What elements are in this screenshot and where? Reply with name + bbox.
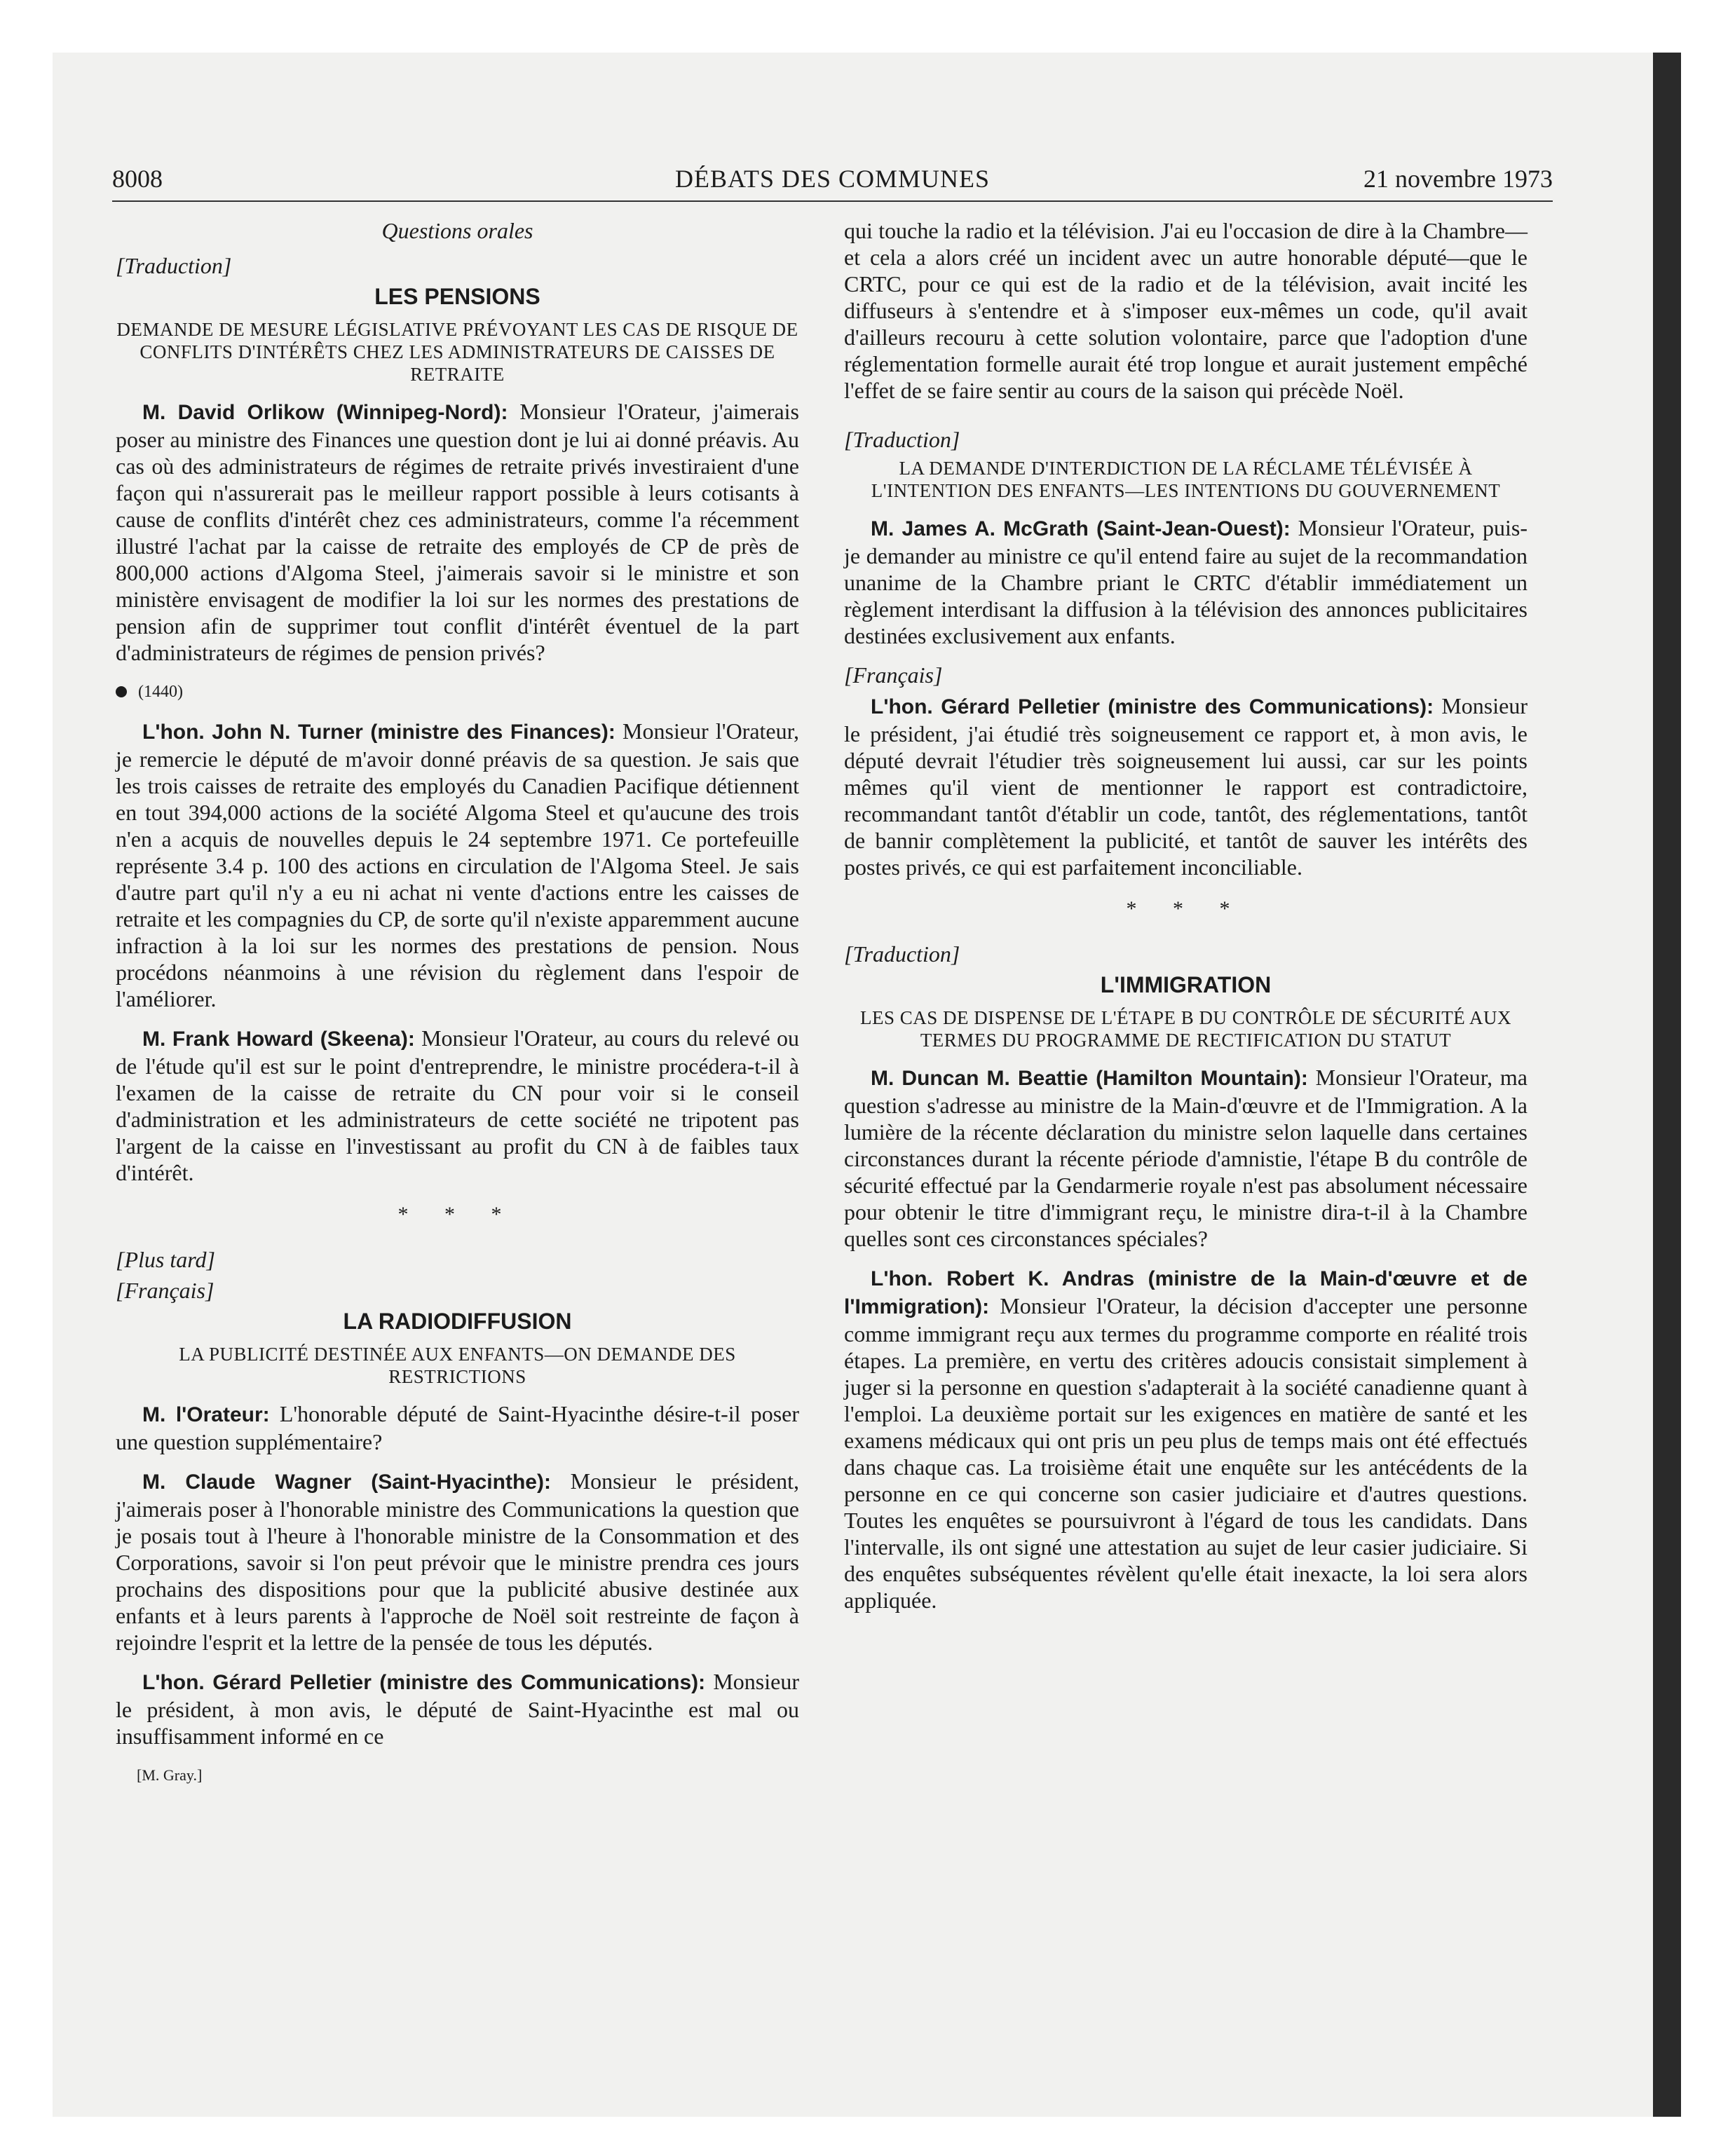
section-separator: * * * [1126, 897, 1246, 920]
language-tag: [Traduction] [844, 941, 960, 967]
speech-text: Monsieur l'Orateur, je remercie le député de m'avoir donné préavis de sa question. Je sais que les trois caisses de retraite des employés du Canadien Pacifique détiennent en tout 394,000 actions de la société Algoma Steel et qu'aucune des trois n'en a acquis de nouvelles depuis le 24 septembre 1971. Ce portefeuille représente 3.4 p. 100 des actions en circulation de l'Algoma Steel. Je sais d'autre part qu'il n'y a eu ni achat ni vente d'actions entre les caisses de retraite et les compagnies du CP, de sorte qu'il n'existe apparemment aucune infraction à la loi sur les normes des prestations de pension. Nous procédons néanmoins à une révision du règlement dans l'espoir de l'améliorer. [116, 718, 800, 1011]
speaker-name: M. Frank Howard (Skeena): [142, 1028, 415, 1051]
left-column [116, 217, 799, 1789]
speech-pelletier-2 [844, 692, 1528, 880]
speaker-name: L'hon. Gérard Pelletier (ministre des Communications): [142, 1671, 706, 1694]
right-column [844, 217, 1528, 1626]
speech-wagner [116, 1468, 799, 1656]
speaker-name: L'hon. Robert K. Andras (ministre de la Main-d'œuvre et de l'Immigration): [844, 1267, 1528, 1318]
speech-text: Monsieur l'Orateur, la décision d'accepter une personne comme immigrant reçu aux termes du programme comporte en réalité trois étapes. La première, en vertu des critères adoucis consistait simplement à juger si la personne en question s'adapterait à la société canadienne quant à l'emploi. La deuxième portait sur les exigences en matière de santé et les examens médicaux qui ont pris un peu plus de temps mais ont été effectués dans chaque cas. La troisième était une enquête sur les antécédents de la personne en ce qui concerne son casier judiciaire et d'autres questions. Toutes les enquêtes se poursuivront à l'égard de tous les candidats. Dans l'intervalle, ils ont signé une attestation au sujet de leur casier judiciaire. Si des enquêtes subséquentes révèlent qu'elle était inexacte, la loi sera alors appliquée. [844, 1293, 1528, 1613]
speech-turner [116, 718, 799, 1012]
heading-immigration: L'IMMIGRATION [1100, 972, 1272, 997]
page-number: 8008 [112, 165, 163, 193]
section-title: Questions orales [381, 218, 533, 243]
subheading-reclame: LA DEMANDE D'INTERDICTION DE LA RÉCLAME TÉLÉVISÉE À L'INTENTION DES ENFANTS—LES INTENTIONS DU GOUVERNEMENT [871, 458, 1501, 501]
speech-text: Monsieur le président, j'aimerais poser à l'honorable ministre des Communications la question que je posais tout à l'heure à l'honorable ministre de la Consommation et des Corporations, savoir si l'on peut prévoir que le ministre prendra ces jours prochains des dispositions pour que la publicité abusive destinée aux enfants et à leurs parents à l'approche de Noël soit restreinte de façon à rejoindre l'esprit et la lettre de la pensée de tous les députés. [116, 1468, 800, 1655]
speaker-name: L'hon. Gérard Pelletier (ministre des Communications): [871, 695, 1434, 718]
speech-mcgrath [844, 514, 1528, 649]
publication-title: DÉBATS DES COMMUNES [674, 165, 991, 193]
subheading-pensions: DEMANDE DE MESURE LÉGISLATIVE PRÉVOYANT LES CAS DE RISQUE DE CONFLITS D'INTÉRÊTS CHEZ LES ADMINISTRATEURS DE CAISSES DE RETRAITE [116, 319, 798, 385]
footer-note: [M. Gray.] [137, 1766, 203, 1784]
speaker-name: M. l'Orateur: [142, 1403, 270, 1426]
speech-beattie [844, 1064, 1528, 1252]
language-tag: [Traduction] [116, 253, 232, 278]
time-stamp: (1440) [138, 683, 183, 701]
heading-pensions: LES PENSIONS [374, 284, 540, 309]
publication-date: 21 novembre 1973 [1363, 165, 1553, 193]
speaker-name: M. James A. McGrath (Saint-Jean-Ouest): [871, 517, 1291, 540]
subheading-radio: LA PUBLICITÉ DESTINÉE AUX ENFANTS—ON DEMANDE DES RESTRICTIONS [179, 1344, 736, 1387]
speech-howard [116, 1025, 799, 1186]
speaker-name: L'hon. John N. Turner (ministre des Finances): [142, 721, 615, 744]
speech-continued: qui touche la radio et la télévision. J'ai eu l'occasion de dire à la Chambre—et cela a alors créé un incident avec un autre honorable député—que le CRTC, pour ce qui est de la radio et de la télévision, avait incité les diffuseurs à s'entendre et à s'imposer eux-mêmes un code, qu'il avait d'ailleurs recouru à cette solution volontaire, parce que l'adoption d'une réglementation formelle aurait été trop longue et aurait justement empêché l'effet de se faire sentir au cours de la saison qui précède Noël. [844, 218, 1528, 403]
speaker-name: M. Duncan M. Beattie (Hamilton Mountain): [871, 1067, 1308, 1090]
language-tag: [Français] [844, 662, 943, 688]
speech-text: L'honorable député de Saint-Hyacinthe désire-t-il poser une question supplémentaire? [116, 1401, 799, 1454]
speech-text: Monsieur le président, à mon avis, le député de Saint-Hyacinthe est mal ou insuffisamment informé en ce [116, 1669, 800, 1749]
heading-radio: LA RADIODIFFUSION [343, 1309, 572, 1334]
subheading-immigration: LES CAS DE DISPENSE DE L'ÉTAPE B DU CONTRÔLE DE SÉCURITÉ AUX TERMES DU PROGRAMME DE RECTIFICATION DU STATUT [860, 1007, 1511, 1051]
speaker-name: M. David Orlikow (Winnipeg-Nord): [142, 401, 508, 424]
speech-text: Monsieur l'Orateur, j'aimerais poser au ministre des Finances une question dont je lui ai donné préavis. Au cas où des administrateurs de régimes de retraite privés investiraient d'une façon qui n'assurerait pas le meilleur rapport possible à leurs cotisants à cause de conflits d'intérêt chez ces administrateurs, comme l'a récemment illustré l'achat par la caisse de retraite des employés de CP de près de 800,000 actions d'Algoma Steel, j'aimerais savoir si le ministre et son ministère envisagent de modifier la loi sur les normes des prestations de pension afin de supprimer tout conflit d'intérêt éventuel de la part d'administrateurs de régimes de pension privés? [116, 399, 799, 665]
speech-orlikow [116, 398, 799, 666]
language-tag: [Plus tard] [116, 1247, 215, 1272]
scan-edge [1653, 53, 1681, 2117]
language-tag: [Traduction] [844, 427, 960, 452]
speech-pelletier [116, 1668, 799, 1749]
speech-text: Monsieur l'Orateur, puis-je demander au ministre ce qu'il entend faire au sujet de la recommandation unanime de la Chambre priant le CRTC d'établir immédiatement un règlement interdisant la diffusion à la télévision des annonces publicitaires destinées exclusivement aux enfants. [844, 515, 1528, 648]
language-tag: [Français] [116, 1278, 215, 1303]
speech-text: Monsieur le président, j'ai étudié très soigneusement ce rapport et, à mon avis, le député devrait l'étudier très soigneusement lui aussi, car sur les points mêmes qu'il vient de mentionner le rapport est contradictoire, recommandant tantôt d'établir un code, tantôt, des réglementations, tantôt de bannir complètement la publicité, et tantôt de sauver les intérêts des postes privés, ce qui est parfaitement inconciliable. [844, 693, 1528, 880]
speech-andras [844, 1264, 1528, 1613]
section-separator: * * * [397, 1203, 517, 1226]
speaker-name: M. Claude Wagner (Saint-Hyacinthe): [142, 1471, 551, 1494]
speech-text: Monsieur l'Orateur, ma question s'adresse au ministre de la Main-d'œuvre et de l'Immigration. A la lumière de la récente déclaration du ministre selon laquelle dans certaines circonstances durant la récente période d'amnistie, l'étape B du contrôle de sécurité effectué par la Gendarmerie royale n'est pas absolument nécessaire pour obtenir le titre d'immigrant reçu, le ministre dira-t-il à la Chambre quelles sont ces circonstances spéciales? [844, 1065, 1528, 1251]
speech-orateur [116, 1400, 799, 1455]
time-marker [116, 678, 799, 705]
page-header [112, 164, 1553, 202]
bullet-icon [116, 686, 127, 697]
speech-text: Monsieur l'Orateur, au cours du relevé ou de l'étude qu'il est sur le point d'entreprendre, le ministre procédera-t-il à l'examen de la caisse de retraite du CN pour voir si le conseil d'administration et les administrateurs de cette société ne tripotent pas l'argent de la caisse en l'investissant au profit du CN à de faibles taux d'intérêt. [116, 1025, 799, 1185]
